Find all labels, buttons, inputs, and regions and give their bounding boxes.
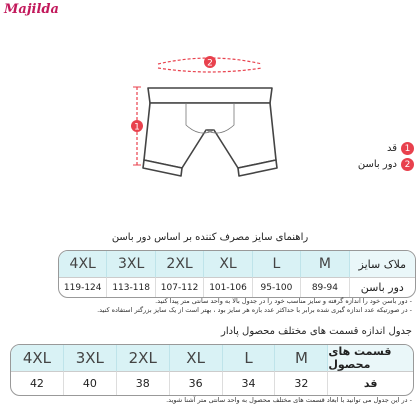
legend-label-1: قد xyxy=(386,143,397,154)
product-measure-title: جدول اندازه قسمت های مختلف محصول پادار xyxy=(220,326,412,337)
row-label: دور باسن xyxy=(350,277,415,297)
table-cell: 32 xyxy=(275,371,328,395)
legend-item-height xyxy=(387,142,414,155)
marker-2-label: 2 xyxy=(207,58,213,69)
table-cell: 36 xyxy=(170,371,223,395)
size-header: M xyxy=(301,251,349,277)
size-guide-table xyxy=(58,250,416,298)
product-measure-table xyxy=(10,344,414,396)
size-header: 2XL xyxy=(156,251,204,277)
legend-num-2: 2 xyxy=(401,158,414,171)
label-header: قسمت های محصول xyxy=(328,345,413,371)
size-header: 4XL xyxy=(11,345,64,371)
table-cell: 101-106 xyxy=(204,277,252,297)
size-header: XL xyxy=(204,251,252,277)
size-header: L xyxy=(223,345,276,371)
table-cell: 119-124 xyxy=(59,277,107,297)
size-header: M xyxy=(275,345,328,371)
note-line: - در این جدول می توانید با ابعاد قسمت های مختلف محصول به واحد سانتی متر آشنا شوید. xyxy=(166,396,412,404)
row-label: قد xyxy=(328,371,413,395)
marker-1-label: 1 xyxy=(134,122,140,133)
table-cell: 107-112 xyxy=(156,277,204,297)
hip-measure-line xyxy=(158,68,262,72)
note-line: - در صورتیکه عدد اندازه گیری شده برابر با حداکثر عدد بازه هر سایز بود ، بهتر است از یک سایز بزرگتر استفاده کنید. xyxy=(97,306,412,314)
table-cell: 95-100 xyxy=(253,277,301,297)
legend-num-1: 1 xyxy=(401,142,414,155)
table-cell: 34 xyxy=(223,371,276,395)
product-measure-notes xyxy=(2,396,412,405)
legend-item-hip xyxy=(358,158,414,171)
legend-label-2: دور باسن xyxy=(357,159,397,170)
size-header: 3XL xyxy=(107,251,155,277)
note-line: - دور باسن خود را اندازه گرفته و سایز مناسب خود را در جدول بالا به واحد سانتی متر پیدا کنید. xyxy=(155,297,412,305)
table-cell: 42 xyxy=(11,371,64,395)
table-cell: 113-118 xyxy=(107,277,155,297)
size-guide-title: راهنمای سایز مصرف کننده بر اساس دور باسن xyxy=(111,232,309,243)
label-header: ملاک سایز xyxy=(350,251,415,277)
size-header: L xyxy=(253,251,301,277)
size-header: 3XL xyxy=(64,345,117,371)
size-header: XL xyxy=(170,345,223,371)
size-header: 2XL xyxy=(117,345,170,371)
size-guide-notes xyxy=(2,297,412,315)
table-cell: 38 xyxy=(117,371,170,395)
size-header: 4XL xyxy=(59,251,107,277)
table-cell: 89-94 xyxy=(301,277,349,297)
table-cell: 40 xyxy=(64,371,117,395)
brand-logo: Majilda xyxy=(4,2,59,17)
